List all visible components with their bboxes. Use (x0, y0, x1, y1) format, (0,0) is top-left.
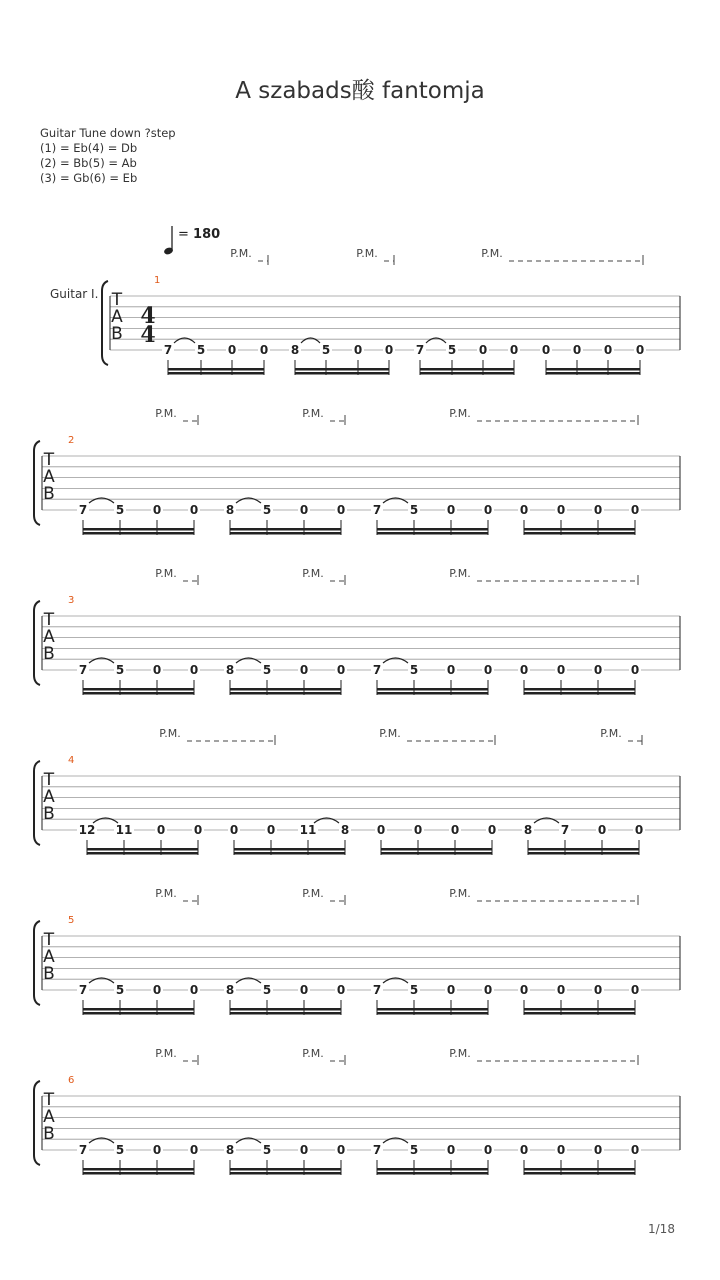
fret-number: 0 (630, 503, 640, 517)
fret-number: 0 (597, 823, 607, 837)
fret-number: 0 (483, 1143, 493, 1157)
fret-number: 7 (163, 343, 173, 357)
slur-mark (301, 338, 320, 343)
fret-number: 0 (266, 823, 276, 837)
fret-number: 0 (483, 663, 493, 677)
palm-mute-label: P.M. (155, 407, 177, 420)
fret-number: 0 (519, 1143, 529, 1157)
fret-number: 0 (299, 503, 309, 517)
palm-mute-label: P.M. (379, 727, 401, 740)
palm-mute-label: P.M. (159, 727, 181, 740)
fret-number: 0 (556, 663, 566, 677)
time-signature-top: 4 (140, 303, 156, 329)
fret-number: 0 (519, 503, 529, 517)
beam (377, 1172, 488, 1175)
beam (234, 852, 345, 855)
time-signature-bottom: 4 (140, 322, 156, 348)
beam (83, 692, 194, 695)
slur-mark (174, 338, 195, 343)
fret-number: 0 (384, 343, 394, 357)
beam (377, 1168, 488, 1171)
tab-clef-letter: B (43, 644, 55, 664)
beam (524, 688, 635, 691)
fret-number: 0 (446, 1143, 456, 1157)
fret-number: 7 (78, 983, 88, 997)
beam (528, 848, 639, 851)
beam (377, 532, 488, 535)
fret-number: 5 (115, 663, 125, 677)
beam (230, 1172, 341, 1175)
beam (168, 368, 264, 371)
slur-mark (89, 498, 114, 503)
beam (83, 1008, 194, 1011)
beam (381, 852, 492, 855)
fret-number: 7 (560, 823, 570, 837)
tab-clef-letter: B (43, 484, 55, 504)
beam (524, 692, 635, 695)
beam (524, 1008, 635, 1011)
tab-clef-letter: A (111, 307, 123, 327)
tuning-heading: Guitar Tune down ?step (40, 126, 176, 140)
beam (524, 528, 635, 531)
tab-clef-letter: T (43, 930, 55, 950)
beam (377, 1012, 488, 1015)
fret-number: 0 (593, 503, 603, 517)
fret-number: 0 (603, 343, 613, 357)
tab-clef-letter: T (43, 1090, 55, 1110)
fret-number: 0 (336, 663, 346, 677)
beam (83, 528, 194, 531)
fret-number: 7 (372, 1143, 382, 1157)
beam (230, 532, 341, 535)
system-bracket (34, 761, 40, 845)
slur-mark (89, 978, 114, 983)
palm-mute-label: P.M. (230, 247, 252, 260)
beam (377, 1008, 488, 1011)
fret-number: 0 (635, 343, 645, 357)
fret-number: 5 (409, 503, 419, 517)
fret-number: 0 (229, 823, 239, 837)
beam (230, 1012, 341, 1015)
tempo-prefix: = (178, 227, 194, 242)
beam (230, 692, 341, 695)
fret-number: 0 (156, 823, 166, 837)
beam (524, 1172, 635, 1175)
fret-number: 0 (572, 343, 582, 357)
fret-number: 0 (189, 503, 199, 517)
tab-clef-letter: B (111, 324, 123, 344)
palm-mute-label: P.M. (155, 887, 177, 900)
fret-number: 8 (523, 823, 533, 837)
page-number: 1/18 (648, 1222, 675, 1236)
slur-mark (383, 1138, 408, 1143)
palm-mute-label: P.M. (155, 1047, 177, 1060)
fret-number: 0 (152, 983, 162, 997)
fret-number: 0 (189, 663, 199, 677)
fret-number: 0 (299, 1143, 309, 1157)
fret-number: 5 (196, 343, 206, 357)
slur-mark (236, 658, 261, 663)
fret-number: 8 (225, 503, 235, 517)
slur-mark (383, 658, 408, 663)
fret-number: 0 (299, 983, 309, 997)
beam (420, 368, 514, 371)
beam (83, 1168, 194, 1171)
beam (83, 1172, 194, 1175)
fret-number: 0 (593, 983, 603, 997)
system-bracket (34, 601, 40, 685)
tab-clef-letter: B (43, 1124, 55, 1144)
fret-number: 0 (446, 983, 456, 997)
tab-clef-letter: B (43, 964, 55, 984)
tuning-line: (3) = Gb(6) = Eb (40, 171, 138, 185)
palm-mute-label: P.M. (302, 1047, 324, 1060)
measure-number: 1 (154, 275, 161, 286)
tab-clef-letter: A (43, 787, 55, 807)
fret-number: 0 (336, 983, 346, 997)
beam (524, 532, 635, 535)
palm-mute-label: P.M. (302, 887, 324, 900)
fret-number: 5 (262, 983, 272, 997)
beam (168, 372, 264, 375)
fret-number: 8 (225, 1143, 235, 1157)
fret-number: 0 (593, 1143, 603, 1157)
palm-mute-label: P.M. (449, 567, 471, 580)
fret-number: 5 (115, 983, 125, 997)
fret-number: 0 (152, 503, 162, 517)
fret-number: 0 (450, 823, 460, 837)
tab-clef-letter: T (43, 770, 55, 790)
page-title: A szabads酸 fantomja (235, 78, 485, 104)
fret-number: 0 (189, 1143, 199, 1157)
tuning-line: (2) = Bb(5) = Ab (40, 156, 137, 170)
slur-mark (236, 978, 261, 983)
tab-clef-letter: A (43, 627, 55, 647)
beam (230, 528, 341, 531)
fret-number: 5 (262, 663, 272, 677)
beam (546, 372, 640, 375)
fret-number: 7 (78, 663, 88, 677)
fret-number: 0 (593, 663, 603, 677)
palm-mute-label: P.M. (356, 247, 378, 260)
slur-mark (426, 338, 446, 343)
system-bracket (34, 921, 40, 1005)
fret-number: 0 (446, 663, 456, 677)
fret-number: 5 (409, 1143, 419, 1157)
beam (230, 1008, 341, 1011)
fret-number: 11 (115, 823, 133, 837)
fret-number: 0 (376, 823, 386, 837)
fret-number: 8 (225, 663, 235, 677)
fret-number: 5 (115, 1143, 125, 1157)
beam (381, 848, 492, 851)
beam (230, 1168, 341, 1171)
beam (377, 688, 488, 691)
palm-mute-label: P.M. (449, 887, 471, 900)
beam (295, 372, 389, 375)
fret-number: 0 (483, 503, 493, 517)
fret-number: 0 (299, 663, 309, 677)
fret-number: 0 (152, 663, 162, 677)
beam (524, 1168, 635, 1171)
tab-clef-letter: T (43, 450, 55, 470)
beam (377, 528, 488, 531)
measure-number: 6 (68, 1075, 75, 1086)
slur-mark (534, 818, 559, 823)
fret-number: 8 (225, 983, 235, 997)
fret-number: 5 (409, 983, 419, 997)
fret-number: 0 (336, 1143, 346, 1157)
beam (546, 368, 640, 371)
palm-mute-label: P.M. (155, 567, 177, 580)
beam (234, 848, 345, 851)
slur-mark (89, 1138, 114, 1143)
fret-number: 0 (519, 663, 529, 677)
fret-number: 0 (556, 503, 566, 517)
system-bracket (34, 1081, 40, 1165)
fret-number: 0 (259, 343, 269, 357)
fret-number: 0 (541, 343, 551, 357)
fret-number: 0 (227, 343, 237, 357)
beam (528, 852, 639, 855)
fret-number: 7 (415, 343, 425, 357)
fret-number: 0 (630, 663, 640, 677)
fret-number: 5 (262, 503, 272, 517)
tab-clef-letter: T (111, 290, 123, 310)
fret-number: 5 (409, 663, 419, 677)
fret-number: 8 (290, 343, 300, 357)
fret-number: 0 (353, 343, 363, 357)
fret-number: 5 (321, 343, 331, 357)
slur-mark (383, 978, 408, 983)
palm-mute-label: P.M. (449, 1047, 471, 1060)
fret-number: 7 (78, 503, 88, 517)
fret-number: 11 (299, 823, 317, 837)
fret-number: 0 (487, 823, 497, 837)
palm-mute-label: P.M. (449, 407, 471, 420)
fret-number: 12 (78, 823, 96, 837)
tab-clef-letter: T (43, 610, 55, 630)
beam (87, 848, 198, 851)
beam (377, 692, 488, 695)
measure-number: 2 (68, 435, 75, 446)
palm-mute-label: P.M. (600, 727, 622, 740)
beam (83, 688, 194, 691)
beam (295, 368, 389, 371)
fret-number: 0 (556, 1143, 566, 1157)
tuning-line: (1) = Eb(4) = Db (40, 141, 138, 155)
beam (420, 372, 514, 375)
beam (87, 852, 198, 855)
fret-number: 0 (446, 503, 456, 517)
fret-number: 0 (634, 823, 644, 837)
tab-clef-letter: A (43, 1107, 55, 1127)
fret-number: 0 (193, 823, 203, 837)
fret-number: 0 (509, 343, 519, 357)
fret-number: 0 (630, 983, 640, 997)
fret-number: 7 (372, 983, 382, 997)
fret-number: 0 (483, 983, 493, 997)
fret-number: 0 (152, 1143, 162, 1157)
fret-number: 7 (372, 503, 382, 517)
fret-number: 0 (630, 1143, 640, 1157)
fret-number: 0 (519, 983, 529, 997)
slur-mark (314, 818, 339, 823)
fret-number: 7 (372, 663, 382, 677)
tab-clef-letter: B (43, 804, 55, 824)
beam (83, 532, 194, 535)
fret-number: 0 (189, 983, 199, 997)
slur-mark (383, 498, 408, 503)
palm-mute-label: P.M. (302, 567, 324, 580)
fret-number: 5 (115, 503, 125, 517)
beam (83, 1012, 194, 1015)
fret-number: 5 (262, 1143, 272, 1157)
palm-mute-label: P.M. (481, 247, 503, 260)
tab-clef-letter: A (43, 947, 55, 967)
fret-number: 8 (340, 823, 350, 837)
fret-number: 7 (78, 1143, 88, 1157)
fret-number: 0 (413, 823, 423, 837)
beam (524, 1012, 635, 1015)
slur-mark (236, 498, 261, 503)
fret-number: 0 (336, 503, 346, 517)
measure-number: 3 (68, 595, 75, 606)
fret-number: 5 (447, 343, 457, 357)
tempo-value: 180 (193, 227, 221, 242)
slur-mark (93, 818, 118, 823)
fret-number: 0 (556, 983, 566, 997)
palm-mute-label: P.M. (302, 407, 324, 420)
tab-clef-letter: A (43, 467, 55, 487)
track-name: Guitar I. (50, 287, 99, 301)
system-bracket (102, 281, 108, 365)
measure-number: 5 (68, 915, 75, 926)
beam (230, 688, 341, 691)
fret-number: 0 (478, 343, 488, 357)
slur-mark (89, 658, 114, 663)
measure-number: 4 (68, 755, 75, 766)
slur-mark (236, 1138, 261, 1143)
system-bracket (34, 441, 40, 525)
